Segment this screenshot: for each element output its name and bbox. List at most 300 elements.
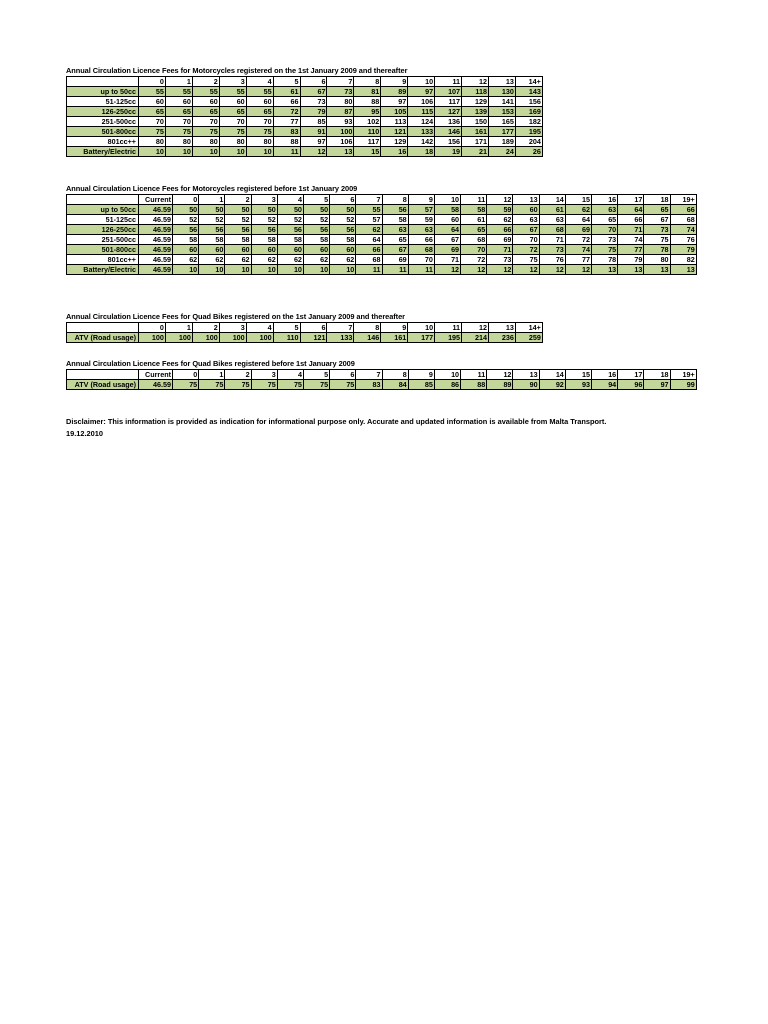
fee-cell: 139 xyxy=(462,107,489,117)
fee-cell: 65 xyxy=(382,235,408,245)
table-header-row xyxy=(67,77,543,87)
header-cell: 12 xyxy=(462,323,489,333)
fee-cell: 62 xyxy=(565,205,591,215)
fee-cell: 110 xyxy=(273,333,300,343)
fee-cell: 60 xyxy=(219,97,246,107)
fee-cell: 60 xyxy=(251,245,277,255)
fee-cell: 60 xyxy=(330,245,356,255)
header-cell: 11 xyxy=(461,370,487,380)
row-label-cell: 501-800cc xyxy=(67,245,139,255)
fee-cell: 133 xyxy=(408,127,435,137)
header-cell: 1 xyxy=(165,77,192,87)
fee-cell: 75 xyxy=(330,380,356,390)
header-cell: 10 xyxy=(434,195,460,205)
table-row xyxy=(67,107,543,117)
fee-cell: 60 xyxy=(165,97,192,107)
header-cell: 3 xyxy=(219,323,246,333)
header-cell: 2 xyxy=(192,323,219,333)
fee-cell: 89 xyxy=(487,380,513,390)
fee-cell: 55 xyxy=(356,205,382,215)
header-cell: 5 xyxy=(303,195,329,205)
fee-cell: 50 xyxy=(330,205,356,215)
fee-cell: 117 xyxy=(435,97,462,107)
fee-cell: 71 xyxy=(618,225,644,235)
fee-cell: 69 xyxy=(487,235,513,245)
header-cell: 4 xyxy=(277,370,303,380)
fee-cell: 65 xyxy=(139,107,166,117)
header-cell: 8 xyxy=(382,195,408,205)
header-cell: 2 xyxy=(192,77,219,87)
fee-cell: 63 xyxy=(382,225,408,235)
header-cell: 13 xyxy=(513,370,539,380)
header-cell: 19+ xyxy=(670,195,696,205)
fee-cell: 66 xyxy=(408,235,434,245)
fee-cell: 83 xyxy=(273,127,300,137)
header-cell: 4 xyxy=(246,77,273,87)
row-label-cell: 126-250cc xyxy=(67,107,139,117)
fee-cell: 52 xyxy=(173,215,199,225)
fee-cell: 84 xyxy=(382,380,408,390)
fee-cell: 60 xyxy=(303,245,329,255)
fee-cell: 19 xyxy=(435,147,462,157)
row-label-cell: up to 50cc xyxy=(67,205,139,215)
fee-cell: 70 xyxy=(165,117,192,127)
fee-cell: 94 xyxy=(592,380,618,390)
table-row xyxy=(67,265,697,275)
fee-cell: 10 xyxy=(173,265,199,275)
table-row xyxy=(67,380,697,390)
header-cell: 14 xyxy=(539,195,565,205)
fee-cell: 68 xyxy=(408,245,434,255)
fee-cell: 62 xyxy=(303,255,329,265)
header-cell: 9 xyxy=(381,323,408,333)
fee-cell: 74 xyxy=(565,245,591,255)
fee-cell: 81 xyxy=(354,87,381,97)
header-cell: 11 xyxy=(435,323,462,333)
fee-cell: 74 xyxy=(670,225,696,235)
row-label-cell: Battery/Electric xyxy=(67,265,139,275)
fee-cell: 75 xyxy=(173,380,199,390)
fee-cell: 56 xyxy=(382,205,408,215)
fee-cell: 63 xyxy=(592,205,618,215)
fee-cell: 136 xyxy=(435,117,462,127)
section4-table xyxy=(66,369,697,390)
fee-cell: 80 xyxy=(327,97,354,107)
fee-cell: 65 xyxy=(592,215,618,225)
header-cell: 11 xyxy=(435,77,462,87)
fee-cell: 63 xyxy=(539,215,565,225)
fee-cell: 161 xyxy=(381,333,408,343)
header-cell: 10 xyxy=(434,370,460,380)
fee-cell: 97 xyxy=(644,380,670,390)
fee-cell: 77 xyxy=(273,117,300,127)
fee-cell: 65 xyxy=(461,225,487,235)
fee-cell: 10 xyxy=(139,147,166,157)
fee-cell: 10 xyxy=(251,265,277,275)
fee-cell: 10 xyxy=(277,265,303,275)
fee-cell: 88 xyxy=(273,137,300,147)
fee-cell: 10 xyxy=(303,265,329,275)
header-cell: 19+ xyxy=(670,370,696,380)
fee-cell: 71 xyxy=(487,245,513,255)
fee-cell: 13 xyxy=(670,265,696,275)
fee-cell: 61 xyxy=(539,205,565,215)
fee-cell: 65 xyxy=(219,107,246,117)
fee-cell: 67 xyxy=(644,215,670,225)
fee-cell: 76 xyxy=(539,255,565,265)
table-header-row xyxy=(67,323,543,333)
fee-cell: 21 xyxy=(462,147,489,157)
fee-cell: 70 xyxy=(219,117,246,127)
fee-cell: 106 xyxy=(408,97,435,107)
fee-cell: 75 xyxy=(139,127,166,137)
fee-cell: 55 xyxy=(219,87,246,97)
fee-cell: 146 xyxy=(435,127,462,137)
fee-cell: 60 xyxy=(277,245,303,255)
fee-cell: 75 xyxy=(165,127,192,137)
fee-cell: 10 xyxy=(219,147,246,157)
header-cell: 12 xyxy=(487,195,513,205)
fee-cell: 13 xyxy=(592,265,618,275)
fee-cell: 69 xyxy=(382,255,408,265)
fee-cell: 60 xyxy=(434,215,460,225)
fee-cell: 50 xyxy=(303,205,329,215)
fee-cell: 73 xyxy=(487,255,513,265)
fee-cell: 86 xyxy=(434,380,460,390)
fee-cell: 56 xyxy=(173,225,199,235)
fee-cell: 73 xyxy=(592,235,618,245)
fee-cell: 62 xyxy=(330,255,356,265)
fee-cell: 11 xyxy=(356,265,382,275)
row-label-cell: 801cc++ xyxy=(67,255,139,265)
fee-cell: 80 xyxy=(192,137,219,147)
fee-cell: 58 xyxy=(434,205,460,215)
fee-cell: 68 xyxy=(356,255,382,265)
fee-cell: 62 xyxy=(199,255,225,265)
header-cell: 17 xyxy=(618,195,644,205)
fee-cell: 110 xyxy=(354,127,381,137)
table-row xyxy=(67,127,543,137)
fee-cell: 67 xyxy=(382,245,408,255)
fee-cell: 195 xyxy=(435,333,462,343)
fee-cell: 75 xyxy=(219,127,246,137)
header-cell: Current xyxy=(139,195,173,205)
fee-cell: 58 xyxy=(303,235,329,245)
header-cell: 8 xyxy=(354,323,381,333)
header-cell: 14+ xyxy=(515,77,542,87)
row-label-cell: 51-125cc xyxy=(67,97,139,107)
fee-cell: 156 xyxy=(435,137,462,147)
fee-cell: 70 xyxy=(192,117,219,127)
header-cell: 4 xyxy=(246,323,273,333)
header-cell: 3 xyxy=(251,195,277,205)
fee-cell: 60 xyxy=(139,97,166,107)
header-cell: 6 xyxy=(300,77,327,87)
fee-cell: 55 xyxy=(246,87,273,97)
fee-cell: 11 xyxy=(382,265,408,275)
fee-cell: 79 xyxy=(670,245,696,255)
disclaimer-text: Disclaimer: This information is provided as indication for informational purpose only. Accurate and updated information is available from Malta Transport. xyxy=(66,417,607,426)
fee-cell: 78 xyxy=(644,245,670,255)
fee-cell: 182 xyxy=(515,117,542,127)
fee-cell: 91 xyxy=(300,127,327,137)
fee-cell: 69 xyxy=(434,245,460,255)
fee-cell: 97 xyxy=(300,137,327,147)
header-cell: 0 xyxy=(173,195,199,205)
fee-cell: 70 xyxy=(592,225,618,235)
header-cell: 3 xyxy=(219,77,246,87)
fee-cell: 67 xyxy=(300,87,327,97)
fee-cell: 82 xyxy=(670,255,696,265)
fee-cell: 50 xyxy=(173,205,199,215)
fee-cell: 100 xyxy=(219,333,246,343)
section2-title: Annual Circulation Licence Fees for Motorcycles registered before 1st January 2009 xyxy=(66,184,358,193)
fee-cell: 60 xyxy=(513,205,539,215)
fee-cell: 52 xyxy=(251,215,277,225)
fee-cell: 56 xyxy=(225,225,251,235)
header-corner-cell xyxy=(67,370,139,380)
fee-cell: 60 xyxy=(173,245,199,255)
fee-cell: 97 xyxy=(408,87,435,97)
fee-cell: 90 xyxy=(513,380,539,390)
header-cell: 18 xyxy=(644,370,670,380)
header-cell: 5 xyxy=(273,77,300,87)
fee-cell: 10 xyxy=(330,265,356,275)
fee-cell: 70 xyxy=(139,117,166,127)
fee-cell: 66 xyxy=(670,205,696,215)
fee-cell: 195 xyxy=(515,127,542,137)
fee-cell: 105 xyxy=(381,107,408,117)
header-cell: 14+ xyxy=(515,323,542,333)
fee-cell: 92 xyxy=(539,380,565,390)
row-label-cell: 126-250cc xyxy=(67,225,139,235)
fee-cell: 66 xyxy=(356,245,382,255)
fee-cell: 46.59 xyxy=(139,225,173,235)
fee-cell: 52 xyxy=(199,215,225,225)
header-cell: 2 xyxy=(225,195,251,205)
header-cell: 5 xyxy=(273,323,300,333)
fee-cell: 177 xyxy=(488,127,515,137)
fee-cell: 77 xyxy=(618,245,644,255)
fee-cell: 56 xyxy=(199,225,225,235)
fee-cell: 189 xyxy=(488,137,515,147)
fee-cell: 13 xyxy=(644,265,670,275)
fee-cell: 73 xyxy=(300,97,327,107)
fee-cell: 50 xyxy=(251,205,277,215)
fee-cell: 143 xyxy=(515,87,542,97)
fee-cell: 80 xyxy=(139,137,166,147)
header-cell: 17 xyxy=(618,370,644,380)
fee-cell: 61 xyxy=(461,215,487,225)
fee-cell: 12 xyxy=(487,265,513,275)
fee-cell: 100 xyxy=(246,333,273,343)
fee-cell: 46.59 xyxy=(139,215,173,225)
fee-cell: 75 xyxy=(303,380,329,390)
section1-title: Annual Circulation Licence Fees for Motorcycles registered on the 1st January 2009 and thereafter xyxy=(66,66,408,75)
fee-cell: 121 xyxy=(300,333,327,343)
fee-cell: 63 xyxy=(513,215,539,225)
header-cell: 4 xyxy=(277,195,303,205)
header-cell: 1 xyxy=(165,323,192,333)
fee-cell: 141 xyxy=(488,97,515,107)
fee-cell: 107 xyxy=(435,87,462,97)
header-cell: 10 xyxy=(408,77,435,87)
fee-cell: 75 xyxy=(199,380,225,390)
header-cell: 8 xyxy=(382,370,408,380)
fee-cell: 70 xyxy=(246,117,273,127)
header-cell: 13 xyxy=(488,77,515,87)
header-cell: 6 xyxy=(330,370,356,380)
fee-cell: 204 xyxy=(515,137,542,147)
fee-cell: 52 xyxy=(277,215,303,225)
header-cell: 16 xyxy=(592,195,618,205)
section4-title: Annual Circulation Licence Fees for Quad Bikes registered before 1st January 2009 xyxy=(66,359,355,368)
header-cell: 1 xyxy=(199,370,225,380)
fee-cell: 55 xyxy=(165,87,192,97)
fee-cell: 171 xyxy=(462,137,489,147)
fee-cell: 65 xyxy=(644,205,670,215)
row-label-cell: ATV (Road usage) xyxy=(67,380,139,390)
fee-cell: 73 xyxy=(644,225,670,235)
fee-cell: 46.59 xyxy=(139,235,173,245)
header-cell: 1 xyxy=(199,195,225,205)
fee-cell: 55 xyxy=(192,87,219,97)
fee-cell: 50 xyxy=(199,205,225,215)
fee-cell: 62 xyxy=(487,215,513,225)
fee-cell: 87 xyxy=(327,107,354,117)
table-row xyxy=(67,235,697,245)
row-label-cell: 801cc++ xyxy=(67,137,139,147)
header-cell: Current xyxy=(139,370,173,380)
table-row xyxy=(67,245,697,255)
fee-cell: 68 xyxy=(670,215,696,225)
row-label-cell: 251-500cc xyxy=(67,235,139,245)
fee-cell: 72 xyxy=(513,245,539,255)
fee-cell: 156 xyxy=(515,97,542,107)
fee-cell: 67 xyxy=(513,225,539,235)
fee-cell: 117 xyxy=(354,137,381,147)
table-row xyxy=(67,137,543,147)
table-row xyxy=(67,117,543,127)
fee-cell: 97 xyxy=(381,97,408,107)
fee-cell: 71 xyxy=(539,235,565,245)
fee-cell: 161 xyxy=(462,127,489,137)
fee-cell: 75 xyxy=(513,255,539,265)
fee-cell: 11 xyxy=(273,147,300,157)
fee-cell: 79 xyxy=(618,255,644,265)
fee-cell: 259 xyxy=(515,333,542,343)
fee-cell: 72 xyxy=(461,255,487,265)
fee-cell: 12 xyxy=(539,265,565,275)
fee-cell: 50 xyxy=(277,205,303,215)
fee-cell: 68 xyxy=(539,225,565,235)
fee-cell: 12 xyxy=(461,265,487,275)
fee-cell: 61 xyxy=(273,87,300,97)
fee-cell: 83 xyxy=(356,380,382,390)
fee-cell: 93 xyxy=(565,380,591,390)
table-row xyxy=(67,87,543,97)
header-corner-cell xyxy=(67,77,139,87)
fee-cell: 58 xyxy=(382,215,408,225)
fee-cell: 100 xyxy=(139,333,166,343)
fee-cell: 16 xyxy=(381,147,408,157)
fee-cell: 72 xyxy=(273,107,300,117)
table-row xyxy=(67,255,697,265)
fee-cell: 60 xyxy=(192,97,219,107)
fee-cell: 73 xyxy=(327,87,354,97)
header-cell: 3 xyxy=(251,370,277,380)
fee-cell: 79 xyxy=(300,107,327,117)
row-label-cell: 501-800cc xyxy=(67,127,139,137)
header-cell: 15 xyxy=(565,370,591,380)
fee-cell: 10 xyxy=(199,265,225,275)
header-cell: 5 xyxy=(303,370,329,380)
header-corner-cell xyxy=(67,323,139,333)
table-header-row xyxy=(67,370,697,380)
fee-cell: 146 xyxy=(354,333,381,343)
fee-cell: 100 xyxy=(327,127,354,137)
fee-cell: 10 xyxy=(246,147,273,157)
table-row xyxy=(67,333,543,343)
fee-cell: 12 xyxy=(300,147,327,157)
fee-cell: 80 xyxy=(644,255,670,265)
fee-cell: 15 xyxy=(354,147,381,157)
table-row xyxy=(67,205,697,215)
fee-cell: 76 xyxy=(670,235,696,245)
header-cell: 7 xyxy=(327,323,354,333)
fee-cell: 70 xyxy=(461,245,487,255)
header-cell: 9 xyxy=(408,195,434,205)
fee-cell: 129 xyxy=(462,97,489,107)
fee-cell: 52 xyxy=(303,215,329,225)
row-label-cell: 251-500cc xyxy=(67,117,139,127)
fee-cell: 64 xyxy=(618,205,644,215)
fee-cell: 73 xyxy=(539,245,565,255)
fee-cell: 75 xyxy=(277,380,303,390)
section1-table xyxy=(66,76,543,157)
fee-cell: 113 xyxy=(381,117,408,127)
fee-cell: 52 xyxy=(225,215,251,225)
fee-cell: 102 xyxy=(354,117,381,127)
fee-cell: 62 xyxy=(251,255,277,265)
fee-cell: 129 xyxy=(381,137,408,147)
fee-cell: 100 xyxy=(192,333,219,343)
fee-cell: 62 xyxy=(356,225,382,235)
fee-cell: 58 xyxy=(330,235,356,245)
fee-cell: 169 xyxy=(515,107,542,117)
fee-cell: 52 xyxy=(330,215,356,225)
fee-cell: 70 xyxy=(408,255,434,265)
fee-cell: 63 xyxy=(408,225,434,235)
fee-cell: 85 xyxy=(408,380,434,390)
fee-cell: 133 xyxy=(327,333,354,343)
fee-cell: 46.59 xyxy=(139,265,173,275)
fee-cell: 60 xyxy=(246,97,273,107)
section2-table xyxy=(66,194,697,275)
header-cell: 12 xyxy=(487,370,513,380)
fee-cell: 56 xyxy=(251,225,277,235)
fee-cell: 55 xyxy=(139,87,166,97)
table-row xyxy=(67,215,697,225)
fee-cell: 99 xyxy=(670,380,696,390)
fee-cell: 58 xyxy=(251,235,277,245)
fee-cell: 64 xyxy=(434,225,460,235)
fee-cell: 46.59 xyxy=(139,205,173,215)
table-row xyxy=(67,97,543,107)
fee-cell: 56 xyxy=(277,225,303,235)
fee-cell: 118 xyxy=(462,87,489,97)
fee-cell: 10 xyxy=(192,147,219,157)
